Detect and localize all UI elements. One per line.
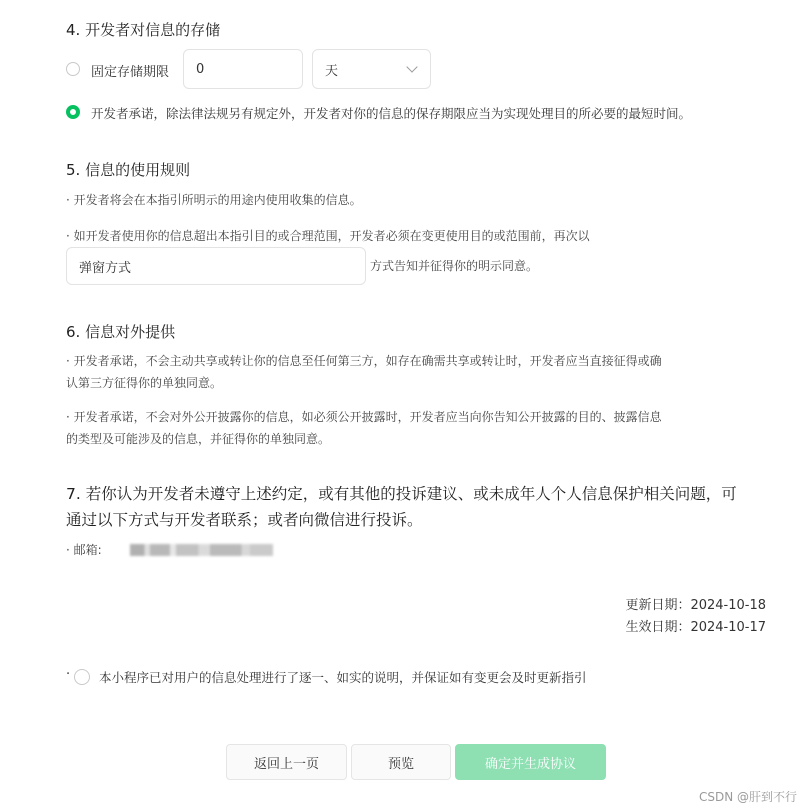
storage-period-value: 0: [196, 61, 205, 77]
usage-method-input[interactable]: [66, 247, 366, 285]
storage-period-input[interactable]: [183, 49, 303, 89]
confirm-generate-button[interactable]: 确定并生成协议: [455, 744, 606, 780]
section-7-line-2: 通过以下方式与开发者联系；或者向微信进行投诉。: [66, 511, 423, 529]
agreement-label: 本小程序已对用户的信息处理进行了逐一、如实的说明，并保证如有变更会及时更新指引: [99, 670, 587, 685]
email-label: · 邮箱:: [66, 543, 102, 557]
usage-method-value: 弹窗方式: [79, 260, 132, 276]
storage-unit-select[interactable]: [312, 49, 431, 89]
section-5-bullet-2-suffix: 方式告知并征得你的明示同意。: [370, 259, 539, 273]
email-redacted: [130, 544, 273, 556]
section-5-title: 5. 信息的使用规则: [66, 161, 191, 179]
agreement-bullet: ·: [66, 667, 71, 682]
section-6-bullet-2-line-1: · 开发者承诺，不会对外公开披露你的信息，如必须公开披露时，开发者应当向你告知公开披露的目的、披露信息: [66, 410, 662, 424]
promise-storage-radio[interactable]: [66, 105, 80, 119]
section-4-title: 4. 开发者对信息的存储: [66, 21, 221, 39]
section-7-line-1: 7. 若你认为开发者未遵守上述约定，或有其他的投诉建议、或未成年人个人信息保护相关问题，可: [66, 485, 737, 503]
chevron-down-icon: [406, 61, 417, 72]
fixed-storage-label: 固定存储期限: [91, 65, 170, 80]
watermark: CSDN @肝到不行: [698, 790, 797, 804]
storage-unit-value: 天: [325, 63, 339, 79]
effective-date: 生效日期：2024-10-17: [625, 620, 766, 635]
agreement-checkbox[interactable]: [74, 669, 90, 685]
section-6-title: 6. 信息对外提供: [66, 323, 176, 341]
section-6-bullet-1-line-1: · 开发者承诺，不会主动共享或转让你的信息至任何第三方，如存在确需共享或转让时，开发者应当直接征得或确: [66, 354, 662, 368]
preview-button[interactable]: 预览: [351, 744, 451, 780]
back-button[interactable]: 返回上一页: [226, 744, 347, 780]
section-6-bullet-2-line-2: 的类型及可能涉及的信息，并征得你的单独同意。: [66, 432, 331, 446]
promise-storage-label: 开发者承诺，除法律法规另有规定外，开发者对你的信息的保存期限应当为实现处理目的所必要的最短时间。: [91, 106, 692, 121]
section-5-bullet-2: · 如开发者使用你的信息超出本指引目的或合理范围，开发者必须在变更使用目的或范围前，再次以: [66, 229, 590, 243]
section-5-bullet-1: · 开发者将会在本指引所明示的用途内使用收集的信息。: [66, 193, 362, 207]
update-date: 更新日期：2024-10-18: [625, 598, 766, 613]
fixed-storage-radio[interactable]: [66, 62, 80, 76]
section-6-bullet-1-line-2: 认第三方征得你的单独同意。: [66, 376, 223, 390]
